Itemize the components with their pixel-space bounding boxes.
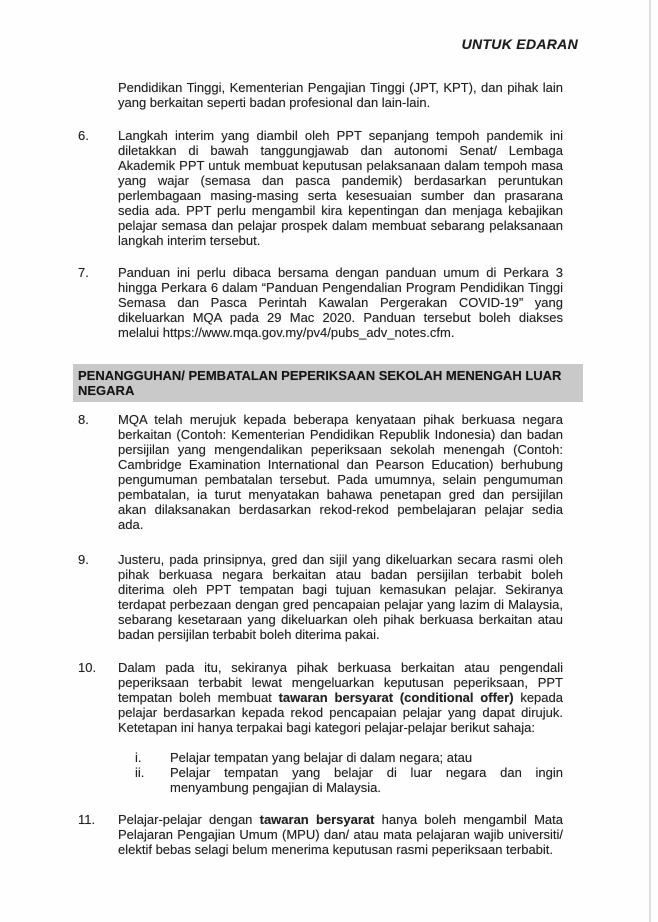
item-6-text (118, 128, 563, 248)
item-7-number: 7. (78, 265, 89, 280)
intro-continuation-text (118, 80, 563, 110)
item-10 (78, 660, 563, 735)
section-heading: PENANGGUHAN/ PEMBATALAN PEPERIKSAAN SEKOLAH MENENGAH LUAR NEGARA (73, 364, 583, 402)
item-8-text (118, 412, 563, 532)
text-segment: hanya boleh mengambil Mata Pelajaran Pengajian Umum (MPU) dan/ atau mata pelajaran wajib universiti/ elektif bebas selagi belum menerima keputusan rasmi peperiksaan terbabit. (118, 812, 563, 857)
item-6 (78, 128, 563, 248)
item-7 (78, 265, 563, 340)
text-segment: Pelajar tempatan yang belajar di luar negara dan ingin menyambung pengajian di Malaysia. (170, 765, 563, 795)
text-segment: tawaran bersyarat (conditional offer) (278, 690, 514, 705)
item-11 (78, 812, 563, 857)
text-segment: Pelajar tempatan yang belajar di dalam negara; atau (170, 750, 473, 765)
item-7-text (118, 265, 563, 340)
item-10-number: 10. (78, 660, 97, 675)
item-11-number: 11. (78, 812, 96, 827)
text-segment: Pelajar-pelajar dengan (118, 812, 260, 827)
text-segment: Pendidikan Tinggi, Kementerian Pengajian Tinggi (JPT, KPT), dan pihak lain yang berkaitan seperti badan profesional dan lain-lain. (118, 80, 563, 110)
circulation-header: UNTUK EDARAN (461, 36, 578, 52)
text-segment: Dalam pada itu, sekiranya pihak berkuasa berkaitan atau pengendali peperiksaan terbabit lewat mengeluarkan keputusan peperiksaan, PPT tempatan boleh membuat (118, 660, 563, 705)
text-segment: tawaran bersyarat (259, 812, 375, 827)
item-10-text (118, 660, 563, 735)
document-body (78, 80, 563, 857)
item-8 (78, 412, 563, 532)
item-9 (78, 552, 563, 642)
text-segment: Langkah interim yang diambil oleh PPT sepanjang tempoh pandemik ini diletakkan di bawah tanggungjawab dan autonomi Senat/ Lembaga Akademik PPT untuk membuat keputusan pelaksanaan dalam tempoh masa yang wajar (semasa dan pasca pandemik) berdasarkan peruntukan perlembagaan masing-masing serta kesesuaian sumber dan prasarana sedia ada. PPT perlu mengambil kira kepentingan dan menjaga kebajikan pelajar semasa dan pelajar prospek dalam membuat sebarang pelaksanaan langkah interim tersebut. (118, 128, 563, 248)
subitem-ii-number: ii. (135, 765, 145, 780)
scan-edge-artifact (649, 0, 651, 922)
text-segment: Justeru, pada prinsipnya, gred dan sijil yang dikeluarkan secara rasmi oleh pihak berkuasa negara berkaitan atau badan persijilan terbabit boleh diterima oleh PPT tempatan bagi tujuan kemasukan pelajar. Sekiranya terdapat perbezaan dengan gred pencapaian pelajar yang lazim di Malaysia, sebarang kesetaraan yang dikeluarkan oleh pihak berkuasa berkaitan atau badan persijilan terbabit boleh diterima pakai. (118, 552, 563, 642)
subitem-ii (135, 765, 563, 795)
item-9-text (118, 552, 563, 642)
text-segment: Panduan ini perlu dibaca bersama dengan panduan umum di Perkara 3 hingga Perkara 6 dalam “Panduan Pengendalian Program Pendidikan Tinggi Semasa dan Pasca Perintah Kawalan Pergerakan COVID-19” yang dikeluarkan MQA pada 29 Mac 2020. Panduan tersebut boleh diakses melalui https://www.mqa.gov.my/pv4/pubs_adv_notes.cfm. (118, 265, 563, 340)
item-11-text (118, 812, 563, 857)
subitem-i (135, 750, 563, 765)
item-9-number: 9. (78, 552, 89, 567)
item-8-number: 8. (78, 412, 89, 427)
subitem-ii-text (170, 765, 563, 795)
text-segment: kepada pelajar berdasarkan kepada rekod pencapaian pelajar yang dapat dirujuk. Ketetapan ini hanya terpakai bagi kategori pelajar-pelajar berikut sahaja: (118, 690, 563, 735)
subitem-i-number: i. (135, 750, 142, 765)
intro-continuation (118, 80, 563, 110)
item-6-number: 6. (78, 128, 89, 143)
text-segment: MQA telah merujuk kepada beberapa kenyataan pihak berkuasa negara berkaitan (Contoh: Kementerian Pendidikan Republik Indonesia) dan badan persijilan yang mengendalikan peperiksaan sekolah menengah (Contoh: Cambridge Examination International dan Pearson Education) berhubung pengumuman pembatalan tersebut. Pada umumnya, selain pengumuman pembatalan, ia turut menyatakan bahawa penetapan gred dan persijilan akan dilaksanakan berdasarkan rekod-rekod pembelajaran pelajar sedia ada. (118, 412, 563, 532)
subitem-i-text (170, 750, 563, 765)
